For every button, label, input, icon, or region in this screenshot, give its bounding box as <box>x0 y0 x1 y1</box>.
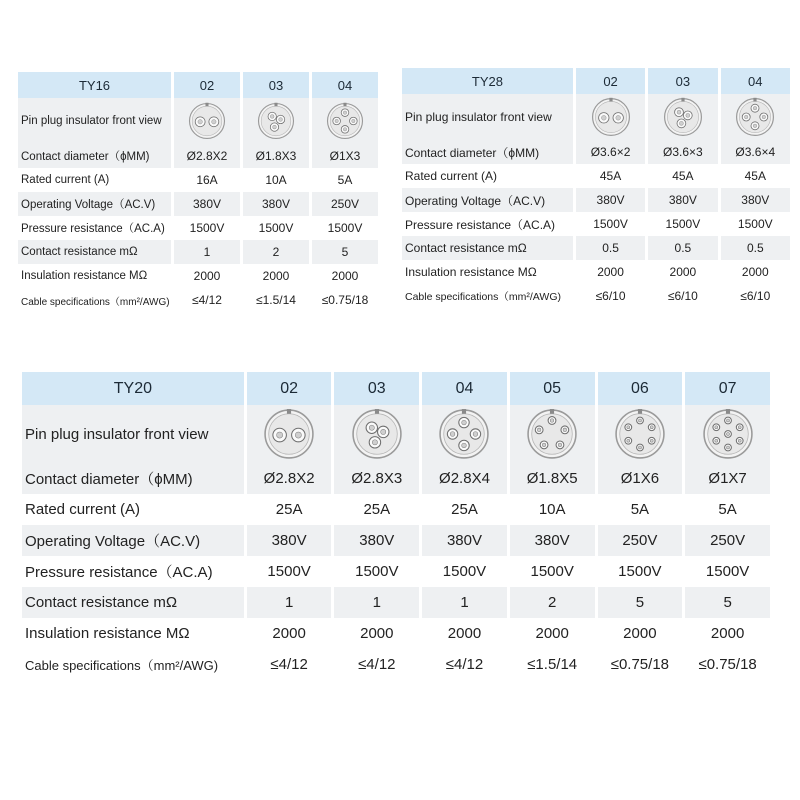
pin-count-header: 03 <box>243 72 309 98</box>
plug-2pin-icon <box>263 408 315 460</box>
value-cell: 10A <box>243 168 309 192</box>
table-row-insulation-resistance <box>22 618 770 649</box>
plug-4pin-icon <box>438 408 490 460</box>
value-cell: 5A <box>598 494 683 525</box>
value-cell: 380V <box>576 188 645 212</box>
value-cell: 380V <box>243 192 309 216</box>
row-label-front-view: Pin plug insulator front view <box>18 98 171 144</box>
value-cell: 1 <box>422 587 507 618</box>
table-row-contact-resistance <box>22 587 770 618</box>
value-cell: 250V <box>312 192 378 216</box>
value-cell: 1 <box>334 587 419 618</box>
value-cell: 2 <box>510 587 595 618</box>
value-cell: 380V <box>510 525 595 556</box>
value-cell: 1500V <box>598 556 683 587</box>
plug-5pin-icon <box>526 408 578 460</box>
row-label-cable-spec: Cable specifications（mm²/AWG) <box>22 649 244 680</box>
value-cell: 2000 <box>243 264 309 288</box>
value-cell: 1 <box>174 240 240 264</box>
row-label-insulation-resistance: Insulation resistance MΩ <box>402 260 573 284</box>
row-label-contact-resistance: Contact resistance mΩ <box>22 587 244 618</box>
value-cell: 5 <box>685 587 770 618</box>
row-label-pressure-resistance: Pressure resistance（AC.A) <box>22 556 244 587</box>
value-cell: Ø3.6×3 <box>648 140 717 164</box>
table-row-contact-diameter <box>18 144 378 168</box>
value-cell: 45A <box>721 164 790 188</box>
pin-count-header: 03 <box>648 68 717 94</box>
pin-count-header: 02 <box>247 372 332 405</box>
row-label-operating-voltage: Operating Voltage（AC.V) <box>22 525 244 556</box>
value-cell: ≤0.75/18 <box>685 649 770 680</box>
front-view-row <box>402 94 790 140</box>
value-cell: ≤0.75/18 <box>598 649 683 680</box>
value-cell: 0.5 <box>721 236 790 260</box>
value-cell: 45A <box>576 164 645 188</box>
value-cell: Ø2.8X3 <box>334 463 419 494</box>
row-label-insulation-resistance: Insulation resistance MΩ <box>18 264 171 288</box>
value-cell: Ø1X7 <box>685 463 770 494</box>
front-view-cell <box>312 98 378 144</box>
pin-count-header: 04 <box>312 72 378 98</box>
table-row-pressure-resistance <box>18 216 378 240</box>
value-cell: Ø2.8X2 <box>247 463 332 494</box>
value-cell: 1500V <box>648 212 717 236</box>
row-label-pressure-resistance: Pressure resistance（AC.A) <box>18 216 171 240</box>
table-row-contact-diameter <box>22 463 770 494</box>
model-name: TY20 <box>22 372 244 405</box>
row-label-operating-voltage: Operating Voltage（AC.V) <box>18 192 171 216</box>
front-view-cell <box>247 405 332 463</box>
value-cell: 10A <box>510 494 595 525</box>
value-cell: 2000 <box>174 264 240 288</box>
value-cell: ≤1.5/14 <box>243 288 309 312</box>
pin-count-header: 03 <box>334 372 419 405</box>
pin-count-header: 02 <box>174 72 240 98</box>
table-row-cable-spec <box>22 649 770 680</box>
plug-7pin-icon <box>702 408 754 460</box>
value-cell: 250V <box>685 525 770 556</box>
front-view-cell <box>174 98 240 144</box>
row-label-pressure-resistance: Pressure resistance（AC.A) <box>402 212 573 236</box>
table-row-rated-current <box>18 168 378 192</box>
value-cell: Ø1X6 <box>598 463 683 494</box>
pin-count-header: 05 <box>510 372 595 405</box>
plug-3pin-icon <box>663 97 703 137</box>
ty16-spec-table <box>18 72 378 312</box>
plug-2pin-icon <box>591 97 631 137</box>
pin-count-header: 06 <box>598 372 683 405</box>
table-row-cable-spec <box>402 284 790 308</box>
table-row-contact-resistance <box>18 240 378 264</box>
plug-4pin-icon <box>326 102 364 140</box>
front-view-cell <box>648 94 717 140</box>
front-view-cell <box>510 405 595 463</box>
table-row-cable-spec <box>18 288 378 312</box>
plug-6pin-icon <box>614 408 666 460</box>
value-cell: 5A <box>312 168 378 192</box>
pin-count-header: 04 <box>422 372 507 405</box>
plug-4pin-icon <box>735 97 775 137</box>
front-view-cell <box>598 405 683 463</box>
front-view-row <box>18 98 378 144</box>
value-cell: ≤4/12 <box>334 649 419 680</box>
row-label-rated-current: Rated current (A) <box>18 168 171 192</box>
value-cell: 380V <box>174 192 240 216</box>
table-row-operating-voltage <box>402 188 790 212</box>
value-cell: 5A <box>685 494 770 525</box>
pin-count-header: 07 <box>685 372 770 405</box>
value-cell: Ø3.6×2 <box>576 140 645 164</box>
row-label-contact-resistance: Contact resistance mΩ <box>18 240 171 264</box>
value-cell: 0.5 <box>648 236 717 260</box>
value-cell: 2000 <box>648 260 717 284</box>
value-cell: 1500V <box>174 216 240 240</box>
plug-3pin-icon <box>351 408 403 460</box>
value-cell: 25A <box>334 494 419 525</box>
row-label-contact-resistance: Contact resistance mΩ <box>402 236 573 260</box>
value-cell: 1500V <box>312 216 378 240</box>
value-cell: 1500V <box>334 556 419 587</box>
header-row <box>18 72 378 98</box>
value-cell: Ø1X3 <box>312 144 378 168</box>
row-label-insulation-resistance: Insulation resistance MΩ <box>22 618 244 649</box>
value-cell: 45A <box>648 164 717 188</box>
pin-count-header: 02 <box>576 68 645 94</box>
value-cell: 1 <box>247 587 332 618</box>
value-cell: 2000 <box>422 618 507 649</box>
row-label-front-view: Pin plug insulator front view <box>22 405 244 463</box>
value-cell: 16A <box>174 168 240 192</box>
table-row-pressure-resistance <box>402 212 790 236</box>
value-cell: 250V <box>598 525 683 556</box>
value-cell: 1500V <box>576 212 645 236</box>
row-label-cable-spec: Cable specifications（mm²/AWG) <box>18 288 171 312</box>
value-cell: 2 <box>243 240 309 264</box>
row-label-contact-diameter: Contact diameter（ϕMM) <box>18 144 171 168</box>
value-cell: 1500V <box>510 556 595 587</box>
value-cell: 1500V <box>243 216 309 240</box>
value-cell: 380V <box>422 525 507 556</box>
value-cell: Ø2.8X4 <box>422 463 507 494</box>
ty20-spec-table <box>22 372 770 680</box>
value-cell: ≤6/10 <box>721 284 790 308</box>
row-label-rated-current: Rated current (A) <box>402 164 573 188</box>
table-row-contact-diameter <box>402 140 790 164</box>
value-cell: 1500V <box>247 556 332 587</box>
model-name: TY28 <box>402 68 573 94</box>
value-cell: 1500V <box>721 212 790 236</box>
value-cell: 2000 <box>247 618 332 649</box>
model-name: TY16 <box>18 72 171 98</box>
value-cell: 0.5 <box>576 236 645 260</box>
table-row-insulation-resistance <box>402 260 790 284</box>
value-cell: 380V <box>648 188 717 212</box>
table-row-operating-voltage <box>18 192 378 216</box>
plug-3pin-icon <box>257 102 295 140</box>
value-cell: 380V <box>247 525 332 556</box>
value-cell: 25A <box>247 494 332 525</box>
value-cell: 380V <box>721 188 790 212</box>
front-view-cell <box>334 405 419 463</box>
table-row-operating-voltage <box>22 525 770 556</box>
row-label-cable-spec: Cable specifications（mm²/AWG) <box>402 284 573 308</box>
front-view-cell <box>576 94 645 140</box>
value-cell: 2000 <box>598 618 683 649</box>
value-cell: 1500V <box>685 556 770 587</box>
value-cell: ≤6/10 <box>576 284 645 308</box>
value-cell: Ø2.8X2 <box>174 144 240 168</box>
table-row-rated-current <box>402 164 790 188</box>
header-row <box>22 372 770 405</box>
value-cell: 2000 <box>334 618 419 649</box>
value-cell: 5 <box>312 240 378 264</box>
ty28-spec-table <box>402 68 790 308</box>
table-row-rated-current <box>22 494 770 525</box>
value-cell: ≤4/12 <box>247 649 332 680</box>
row-label-rated-current: Rated current (A) <box>22 494 244 525</box>
value-cell: 2000 <box>721 260 790 284</box>
value-cell: ≤0.75/18 <box>312 288 378 312</box>
value-cell: Ø1.8X5 <box>510 463 595 494</box>
value-cell: 5 <box>598 587 683 618</box>
value-cell: ≤4/12 <box>174 288 240 312</box>
value-cell: ≤6/10 <box>648 284 717 308</box>
value-cell: 380V <box>334 525 419 556</box>
value-cell: 2000 <box>576 260 645 284</box>
value-cell: 2000 <box>685 618 770 649</box>
value-cell: 2000 <box>510 618 595 649</box>
value-cell: ≤1.5/14 <box>510 649 595 680</box>
front-view-cell <box>721 94 790 140</box>
front-view-row <box>22 405 770 463</box>
table-row-pressure-resistance <box>22 556 770 587</box>
plug-2pin-icon <box>188 102 226 140</box>
row-label-contact-diameter: Contact diameter（ϕMM) <box>22 463 244 494</box>
header-row <box>402 68 790 94</box>
table-row-contact-resistance <box>402 236 790 260</box>
value-cell: ≤4/12 <box>422 649 507 680</box>
value-cell: Ø1.8X3 <box>243 144 309 168</box>
front-view-cell <box>243 98 309 144</box>
front-view-cell <box>685 405 770 463</box>
value-cell: Ø3.6×4 <box>721 140 790 164</box>
table-row-insulation-resistance <box>18 264 378 288</box>
row-label-operating-voltage: Operating Voltage（AC.V) <box>402 188 573 212</box>
row-label-contact-diameter: Contact diameter（ϕMM) <box>402 140 573 164</box>
pin-count-header: 04 <box>721 68 790 94</box>
front-view-cell <box>422 405 507 463</box>
value-cell: 25A <box>422 494 507 525</box>
row-label-front-view: Pin plug insulator front view <box>402 94 573 140</box>
value-cell: 2000 <box>312 264 378 288</box>
value-cell: 1500V <box>422 556 507 587</box>
